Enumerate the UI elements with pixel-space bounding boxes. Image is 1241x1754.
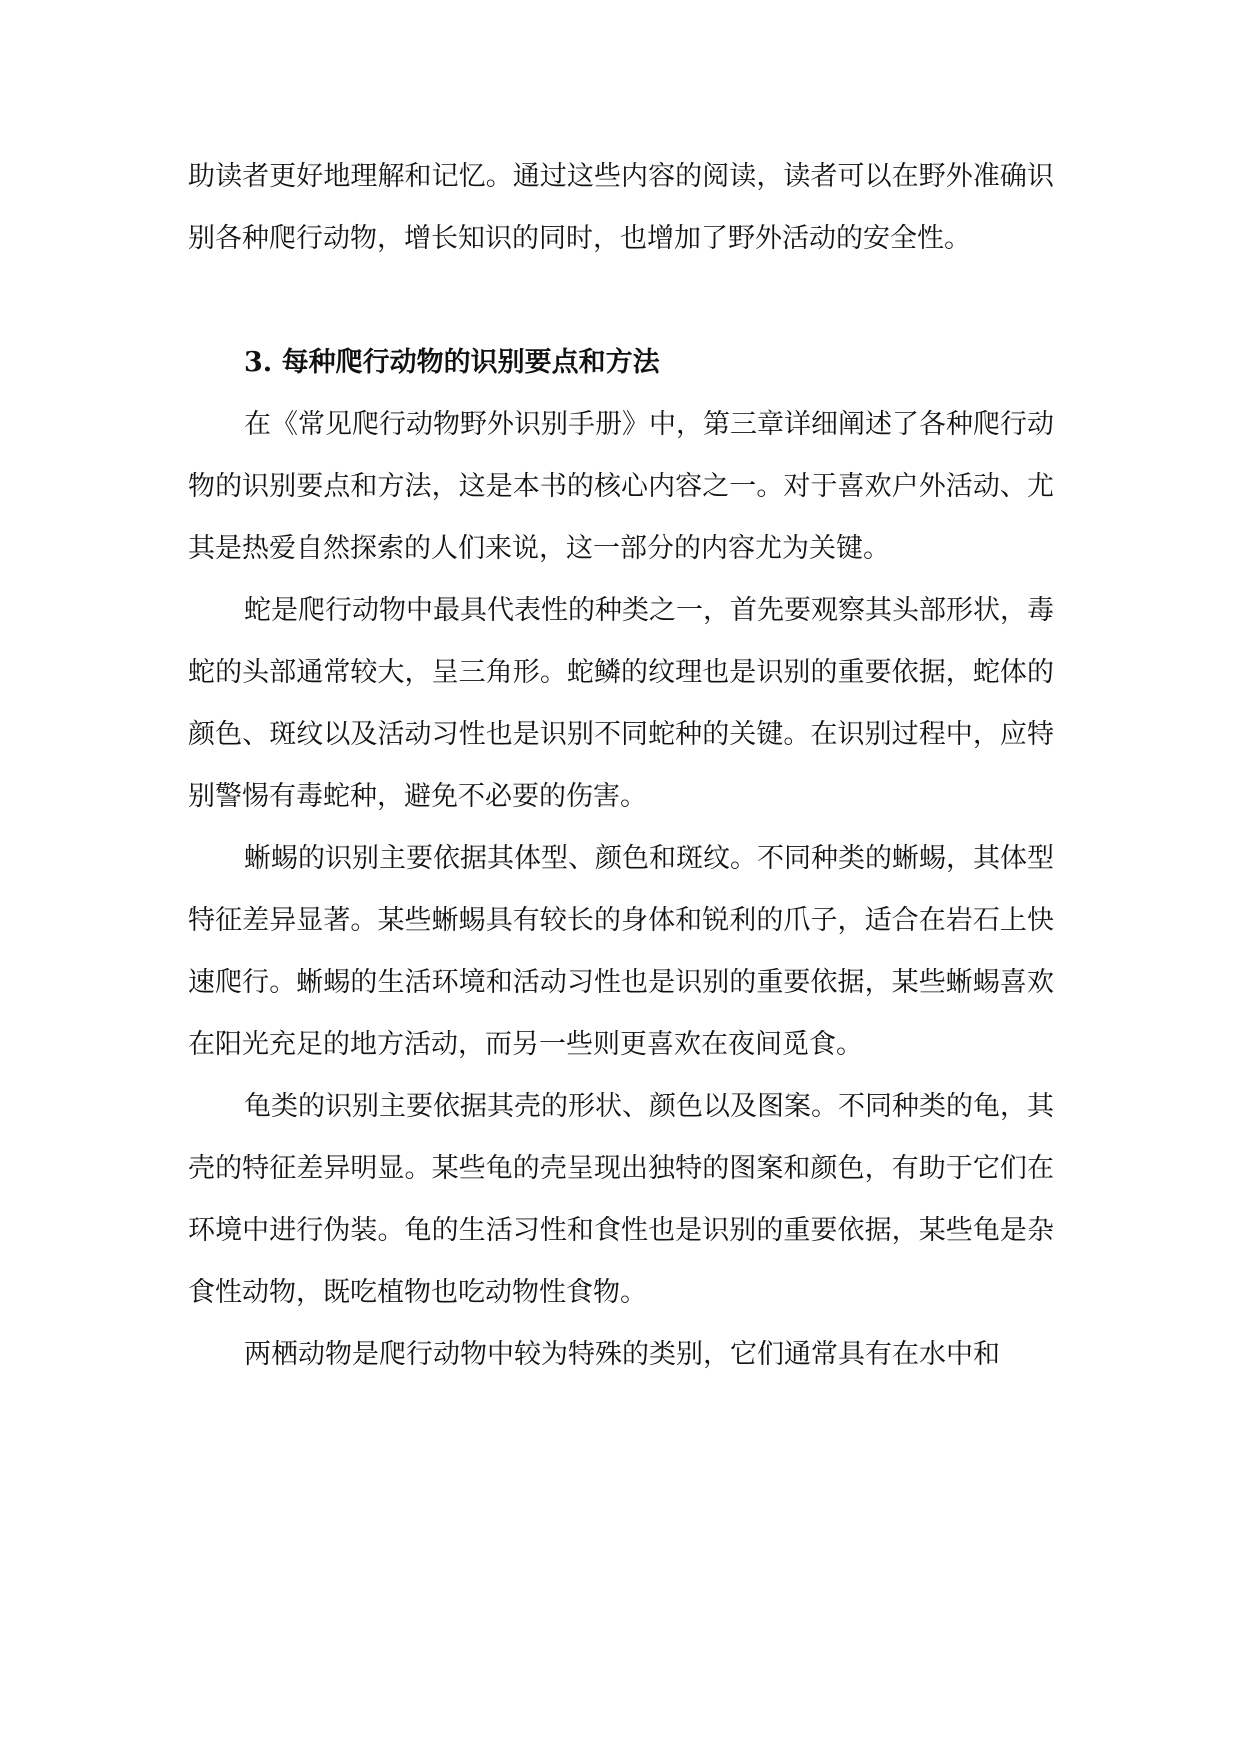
document-body [188, 146, 1054, 1386]
paragraph-amphibians: 两栖动物是爬行动物中较为特殊的类别，它们通常具有在水中和 [244, 1339, 1000, 1370]
paragraph-turtles: 龟类的识别主要依据其壳的形状、颜色以及图案。不同种类的龟，其壳的特征差异明显。某些龟的壳呈现出独特的图案和颜色，有助于它们在环境中进行伪装。龟的生活习性和食性也是识别的重要依据，某些龟是杂食性动物，既吃植物也吃动物性食物。 [188, 1091, 1054, 1308]
paragraph-snakes: 蛇是爬行动物中最具代表性的种类之一，首先要观察其头部形状，毒蛇的头部通常较大，呈三角形。蛇鳞的纹理也是识别的重要依据，蛇体的颜色、斑纹以及活动习性也是识别不同蛇种的关键。在识别过程中，应特别警惕有毒蛇种，避免不必要的伤害。 [188, 595, 1054, 812]
continued-paragraph: 助读者更好地理解和记忆。通过这些内容的阅读，读者可以在野外准确识别各种爬行动物，增长知识的同时，也增加了野外活动的安全性。 [188, 161, 1054, 254]
paragraph-intro: 在《常见爬行动物野外识别手册》中，第三章详细阐述了各种爬行动物的识别要点和方法，这是本书的核心内容之一。对于喜欢户外活动、尤其是热爱自然探索的人们来说，这一部分的内容尤为关键。 [188, 409, 1054, 564]
paragraph-lizards: 蜥蜴的识别主要依据其体型、颜色和斑纹。不同种类的蜥蜴，其体型特征差异显著。某些蜥蜴具有较长的身体和锐利的爪子，适合在岩石上快速爬行。蜥蜴的生活环境和活动习性也是识别的重要依据，某些蜥蜴喜欢在阳光充足的地方活动，而另一些则更喜欢在夜间觅食。 [188, 843, 1054, 1060]
section-heading: 3. 每种爬行动物的识别要点和方法 [244, 347, 660, 378]
